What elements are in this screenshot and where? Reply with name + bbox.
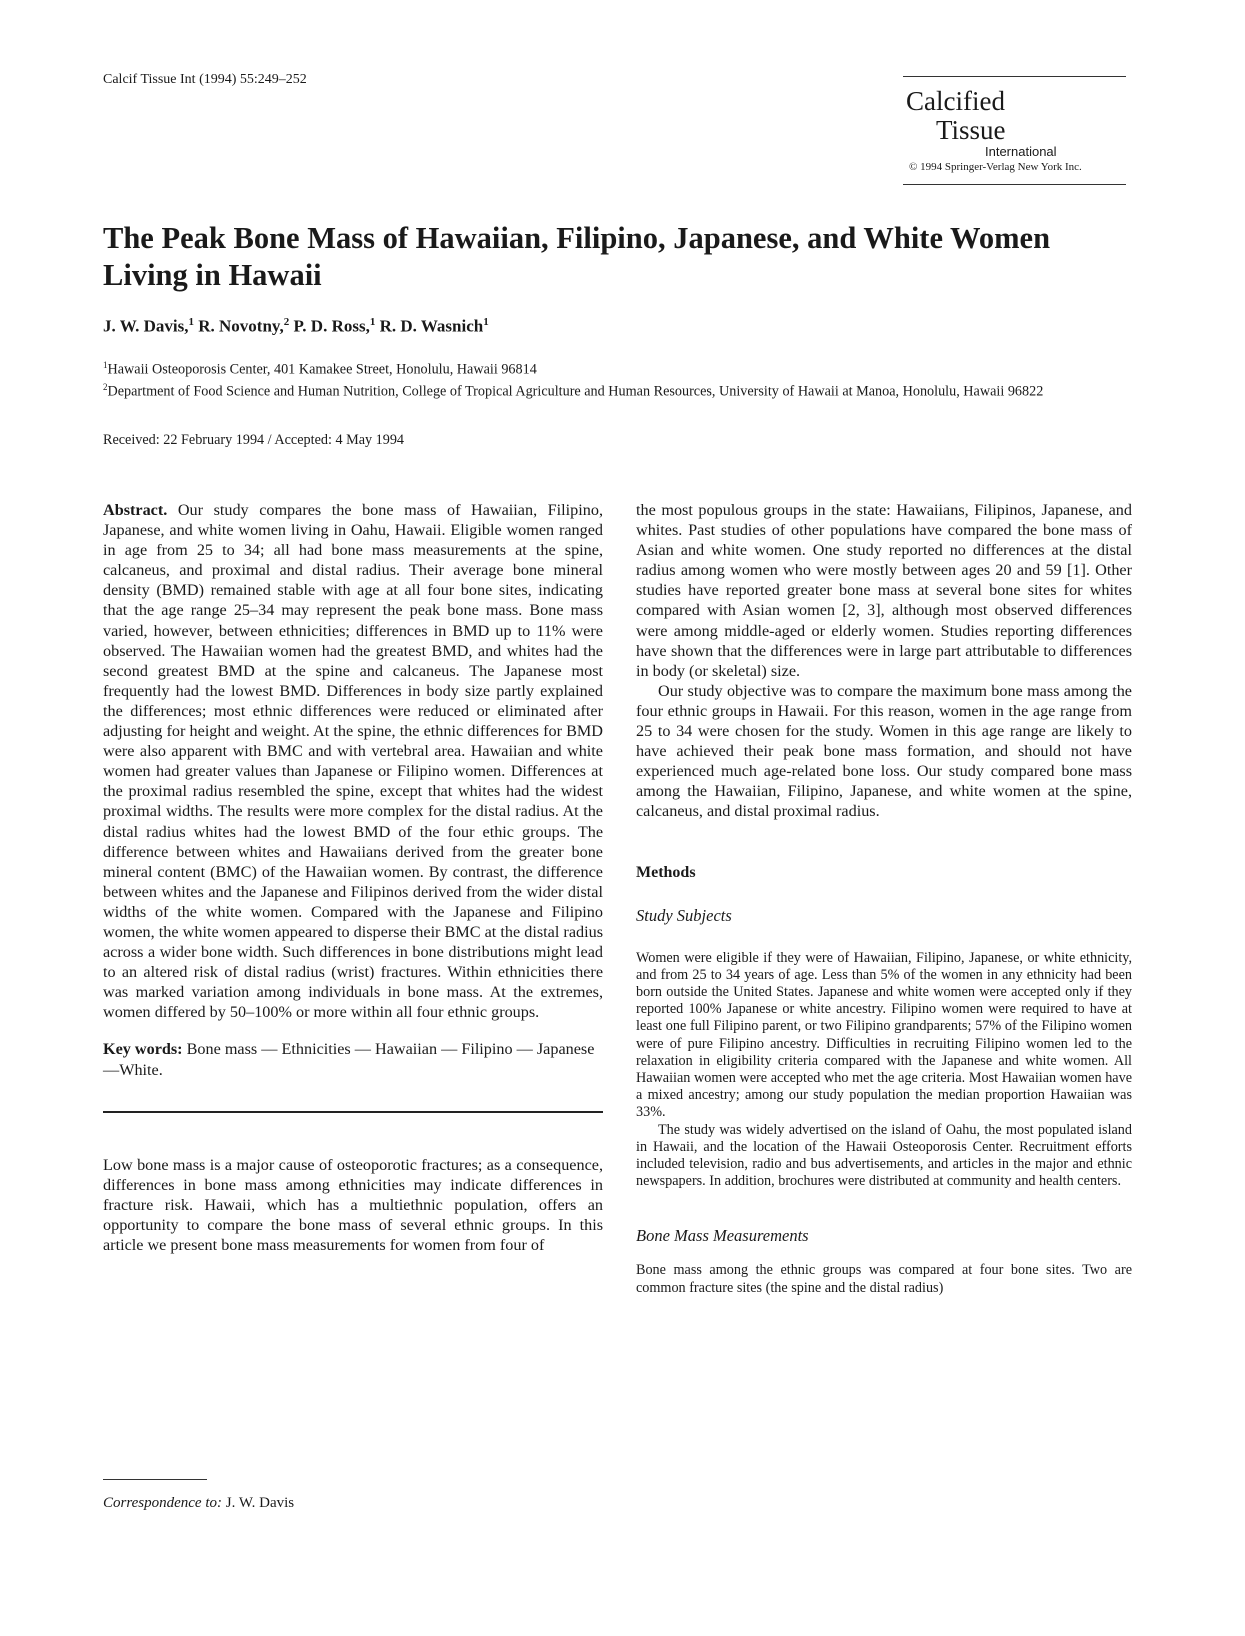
- logo-top-rule: [903, 76, 1126, 77]
- study-subjects-paragraph: Women were eligible if they were of Hawaiian, Filipino, Japanese, or white ethnicity, and from 25 to 34 years of age. Less than 5% of the women in any ethnicity had been born outside the United States. Japanese and white women were accepted only if they reported 100% Japanese or white ancestry. Filipino women were required to have at least one full Filipino parent, or two Filipino grandparents; 57% of the Filipino women were of pure Filipino ancestry. Difficulties in recruiting Filipino women led to the relaxation in eligibility criteria compared with the Japanese and white women. All Hawaiian women were accepted who met the age criteria. Most Hawaiian women have a mixed ancestry; among our study population the median proportion Hawaiian was 33%.: [636, 949, 1132, 1121]
- received-dates: Received: 22 February 1994 / Accepted: 4 May 1994: [103, 432, 405, 448]
- copyright-notice: © 1994 Springer-Verlag New York Inc.: [909, 161, 1082, 173]
- affiliation-mark: 1: [103, 360, 108, 370]
- author-name: R. Novotny,: [198, 316, 284, 336]
- affiliations: [103, 357, 1133, 400]
- author-affiliation-mark: 1: [188, 316, 194, 328]
- introduction-paragraph: Low bone mass is a major cause of osteoporotic fractures; as a consequence, differences in bone mass among ethnicities may indicate differences in fracture risk. Hawaii, which has a multiethnic population, offers an opportunity to compare the bone mass of several ethnic groups. In this article we present bone mass measurements for women from four of: [103, 1155, 603, 1254]
- journal-reference: Calcif Tissue Int (1994) 55:249–252: [103, 72, 307, 87]
- keywords: [103, 1039, 603, 1079]
- logo-bottom-rule: [903, 184, 1126, 185]
- right-column: [636, 500, 1132, 1297]
- bone-mass-heading: Bone Mass Measurements: [636, 1226, 809, 1246]
- affiliation-item: [103, 357, 1133, 379]
- author-affiliation-mark: 1: [483, 316, 489, 328]
- study-objective-paragraph: Our study objective was to compare the maximum bone mass among the four ethnic groups in Hawaii. For this reason, women in the age range from 25 to 34 were chosen for the study. Women in this age range are likely to have achieved their peak bone mass formation, and should not have experienced much age-related bone loss. Our study compared bone mass among the Hawaiian, Filipino, Japanese, and white women at the spine, calcaneus, and distal proximal radius.: [636, 681, 1132, 821]
- author-affiliation-mark: 1: [369, 316, 376, 328]
- abstract-text: Our study compares the bone mass of Hawaiian, Filipino, Japanese, and white women living in Oahu, Hawaii. Eligible women ranged in age from 25 to 34; all had bone mass measurements at the spine, calcaneus, and proximal and distal radius. Their average bone mineral density (BMD) remained stable with age at all four bone sites, indicating that the age range 25–34 may represent the peak bone mass. Bone mass varied, however, between ethnicities; differences in BMD up to 11% were observed. The Hawaiian women had the greatest BMD, and whites had the second greatest BMD at the spine and calcaneus. The Japanese most frequently had the lowest BMD. Differences in body size partly explained the differences; most ethnic differences were reduced or eliminated after adjusting for height and weight. At the spine, the ethnic differences for BMD were also apparent with BMC and with vertebral area. Hawaiian and white women had greater values than Japanese or Filipino women. Differences at the proximal radius resembled the spine, except that whites had the widest proximal widths. The results were more complex for the distal radius. At the distal radius whites had the lowest BMD of the four ethic groups. The difference between whites and Hawaiians derived from the greater bone mineral content (BMC) of the Hawaiian women. By contrast, the difference between whites and the Japanese and Filipinos derived from the wider distal widths of the white women. Compared with the Japanese and Filipino women, the white women appeared to disperse their BMC at the distal radius across a wider bone width. Such differences in bone distributions might lead to an altered risk of distal radius (wrist) fractures. Within ethnicities there was marked variation among individuals in bone mass. At the extremes, women differed by 50–100% or more within all four ethnic groups.: [103, 501, 603, 1022]
- keywords-text: Bone mass — Ethnicities — Hawaiian — Filipino — Japanese —White.: [103, 1040, 595, 1079]
- study-subjects-heading: Study Subjects: [636, 905, 732, 925]
- footnote-rule: [103, 1479, 207, 1480]
- paper-title: The Peak Bone Mass of Hawaiian, Filipino, Japanese, and White Women Living in Hawaii: [103, 221, 1051, 292]
- bone-mass-section: [636, 1262, 1132, 1296]
- recruitment-paragraph: The study was widely advertised on the island of Oahu, the most populated island in Hawaii, and the location of the Hawaii Osteoporosis Center. Recruitment efforts included television, radio and bus advertisements, and articles in the major and ethnic newspapers. In addition, brochures were distributed at community and health centers.: [636, 1121, 1132, 1190]
- author-name: J. W. Davis,: [103, 316, 189, 336]
- author-name: R. D. Wasnich: [379, 316, 484, 336]
- methods-heading: Methods: [636, 863, 696, 881]
- author-affiliation-mark: 2: [283, 316, 290, 328]
- bone-mass-paragraph: Bone mass among the ethnic groups was compared at four bone sites. Two are common fracture sites (the spine and the distal radius): [636, 1262, 1132, 1296]
- correspondence-label: Correspondence to:: [103, 1495, 223, 1511]
- abstract-label: Abstract.: [103, 501, 168, 519]
- affiliation-text: Department of Food Science and Human Nutrition, College of Tropical Agriculture and Human Resources, University of Hawaii at Manoa, Honolulu, Hawaii 96822: [107, 383, 1044, 400]
- logo-line-1: Calcified: [906, 86, 1005, 116]
- left-column: [103, 500, 603, 1255]
- journal-logo: [903, 76, 1126, 185]
- author-list: [103, 316, 489, 337]
- logo-line-3: International: [985, 144, 1057, 159]
- keywords-label: Key words:: [103, 1040, 183, 1059]
- correspondence-name: J. W. Davis: [225, 1495, 295, 1511]
- affiliation-text: Hawaii Osteoporosis Center, 401 Kamakee Street, Honolulu, Hawaii 96814: [107, 361, 537, 378]
- section-divider: [103, 1111, 603, 1113]
- affiliation-item: [103, 379, 1133, 401]
- study-subjects-section: [636, 950, 1132, 1191]
- logo-line-2: Tissue: [936, 115, 1006, 145]
- introduction-continued: the most populous groups in the state: Hawaiians, Filipinos, Japanese, and whites. Past studies of other populations have compared the bone mass of Asian and white women. One study reported no differences at the distal radius among women who were mostly between ages 20 and 59 [1]. Other studies have reported greater bone mass at several bone sites for whites compared with Asian women [2, 3], although most observed differences were among middle-aged or elderly women. Studies reporting differences have shown that the differences were in large part attributable to differences in body (or skeletal) size.: [636, 501, 1132, 680]
- affiliation-mark: 2: [103, 381, 108, 392]
- abstract: [103, 500, 603, 1022]
- correspondence: [103, 1495, 294, 1512]
- author-name: P. D. Ross,: [293, 316, 370, 336]
